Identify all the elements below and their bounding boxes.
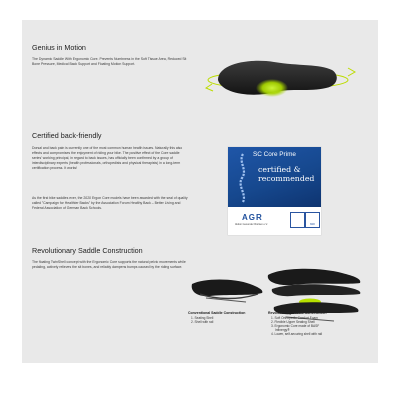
ergonomic-core-glow bbox=[256, 79, 288, 97]
section-text: Dorsal and back pain is currently one of the most common human health issues. Naturally this also effects and compromises the enjoyment of riding your bike. The positive effect of the Core saddle series' working principal, in regard to back issues, has officially been confirmed by a group of interdisciplinary experts (health professionals, orthopedists and physical therapists) in a long-term certification process. It works! bbox=[32, 146, 183, 170]
revolutionary-caption-item: 4. Lower, self-securing shell with rail bbox=[271, 332, 323, 336]
conventional-caption-item: 2. Shell with rail bbox=[191, 320, 214, 324]
seal-icon bbox=[290, 212, 305, 228]
badge-certified-label bbox=[258, 166, 314, 183]
certification-badge bbox=[228, 147, 321, 235]
section-text: The Dynamic Saddle With Ergonomic Core. Prevents Numbness in the Soft Tissue Area, Reduced Sit Bone Pressure, Medical Back Support and Floating Motion Support. bbox=[32, 57, 187, 66]
arrow-right-icon bbox=[348, 68, 355, 76]
agr-subtitle: Aktion Gesunder Rücken e.V. bbox=[235, 223, 268, 226]
revolutionary-caption-item: Infinergy® bbox=[275, 328, 290, 332]
bdr-seal-icon bbox=[305, 212, 320, 228]
arrow-left-icon bbox=[206, 84, 213, 91]
badge-certified-line1: certified & bbox=[258, 165, 301, 174]
section-text: The floating TwinShell concept with the Ergonomic Core supports the natural pelvic movements while pedaling, actively relieves the sit bones, and reliably dampens bumps caused by the riding surface. bbox=[32, 260, 186, 269]
badge-header bbox=[228, 147, 321, 207]
section-text: As the first bike saddles ever, the 2020 Ergon Core models have been awarded with the seal of quality called "Campaign for Healthier Backs" by the Association Forum Healthy Back – Better Living and Federal Association of German Back Schools. bbox=[32, 196, 188, 210]
saddle-motion-image bbox=[200, 48, 370, 118]
conventional-caption-item: 1. Seating Shell bbox=[191, 316, 214, 320]
revolutionary-caption-item: 1. Soft Orthopedic Comfort Foam bbox=[271, 316, 318, 320]
bdr-label: BdR bbox=[310, 224, 315, 226]
product-feature-panel bbox=[22, 20, 378, 363]
revolutionary-caption-title: Revolutionary Saddle Construction bbox=[268, 311, 327, 315]
section-title: Revolutionary Saddle Construction bbox=[32, 246, 143, 255]
agr-logo: AGR bbox=[242, 213, 263, 222]
section-title: Certified back-friendly bbox=[32, 131, 102, 140]
revolutionary-caption-item: 3. Ergonomic Core made of BASF bbox=[271, 324, 320, 328]
badge-footer bbox=[228, 207, 321, 235]
badge-certified-line2: recommended bbox=[258, 173, 315, 183]
conventional-saddle-image bbox=[186, 272, 270, 312]
conventional-caption-title: Conventional Saddle Construction bbox=[188, 311, 246, 315]
section-title: Genius in Motion bbox=[32, 43, 86, 52]
badge-product: SC Core Prime bbox=[253, 151, 296, 158]
spine-icon bbox=[232, 152, 254, 204]
revolutionary-caption-item: 2. Flexible Upper Seating Shell bbox=[271, 320, 315, 324]
